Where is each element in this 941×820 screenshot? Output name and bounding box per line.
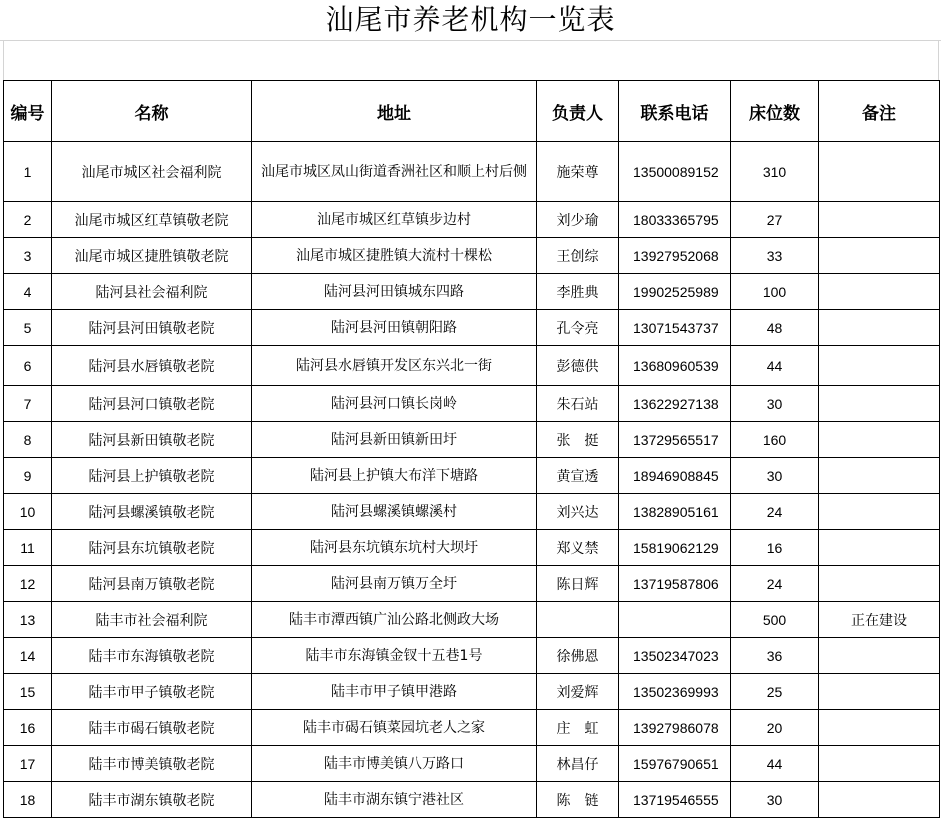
cell-beds: 16: [731, 530, 819, 566]
cell-note: [819, 238, 940, 274]
cell-address: 陆河县水唇镇开发区东兴北一街: [252, 346, 537, 386]
header-note: 备注: [819, 81, 940, 142]
cell-phone: 15976790651: [619, 746, 731, 782]
cell-person: 孔令亮: [537, 310, 619, 346]
cell-note: [819, 782, 940, 818]
cell-beds: 30: [731, 386, 819, 422]
cell-address: 陆河县上护镇大布洋下塘路: [252, 458, 537, 494]
cell-number: 16: [4, 710, 52, 746]
table-row: [4, 346, 940, 386]
cell-address: 陆丰市湖东镇宁港社区: [252, 782, 537, 818]
cell-phone: [619, 602, 731, 638]
cell-note: [819, 566, 940, 602]
cell-address: 陆河县河田镇朝阳路: [252, 310, 537, 346]
cell-phone: 18946908845: [619, 458, 731, 494]
cell-address: 汕尾市城区捷胜镇大流村十棵松: [252, 238, 537, 274]
table-row: [4, 458, 940, 494]
cell-address: 陆丰市甲子镇甲港路: [252, 674, 537, 710]
cell-person: 徐佛恩: [537, 638, 619, 674]
cell-phone: 13502369993: [619, 674, 731, 710]
cell-phone: 13622927138: [619, 386, 731, 422]
table-row: [4, 310, 940, 346]
table-row: [4, 782, 940, 818]
cell-phone: 19902525989: [619, 274, 731, 310]
cell-phone: 15819062129: [619, 530, 731, 566]
cell-address: 汕尾市城区凤山街道香洲社区和顺上村后侧: [252, 142, 537, 202]
cell-number: 11: [4, 530, 52, 566]
cell-person: 刘爱辉: [537, 674, 619, 710]
cell-name: 陆河县河田镇敬老院: [52, 310, 252, 346]
cell-address: 陆河县河田镇城东四路: [252, 274, 537, 310]
cell-phone: 18033365795: [619, 202, 731, 238]
header-row: [4, 81, 940, 142]
cell-note: [819, 530, 940, 566]
table-row: [4, 602, 940, 638]
cell-phone: 13729565517: [619, 422, 731, 458]
cell-person: 彭德供: [537, 346, 619, 386]
cell-note: [819, 346, 940, 386]
cell-phone: 13719546555: [619, 782, 731, 818]
cell-number: 6: [4, 346, 52, 386]
table-row: [4, 142, 940, 202]
cell-phone: 13500089152: [619, 142, 731, 202]
cell-phone: 13828905161: [619, 494, 731, 530]
cell-name: 陆丰市博美镇敬老院: [52, 746, 252, 782]
cell-person: 王创综: [537, 238, 619, 274]
header-person: 负责人: [537, 81, 619, 142]
table-row: [4, 422, 940, 458]
cell-person: 张 挺: [537, 422, 619, 458]
cell-beds: 44: [731, 746, 819, 782]
cell-beds: 33: [731, 238, 819, 274]
cell-beds: 30: [731, 782, 819, 818]
cell-number: 1: [4, 142, 52, 202]
cell-beds: 160: [731, 422, 819, 458]
cell-number: 18: [4, 782, 52, 818]
table-row: [4, 202, 940, 238]
cell-phone: 13719587806: [619, 566, 731, 602]
cell-number: 7: [4, 386, 52, 422]
cell-address: 陆河县南万镇万全圩: [252, 566, 537, 602]
header-address: 地址: [252, 81, 537, 142]
cell-number: 8: [4, 422, 52, 458]
cell-phone: 13927952068: [619, 238, 731, 274]
cell-beds: 20: [731, 710, 819, 746]
cell-note: [819, 746, 940, 782]
cell-person: 黄宣透: [537, 458, 619, 494]
table-row: [4, 674, 940, 710]
page-title: 汕尾市养老机构一览表: [325, 3, 616, 36]
cell-number: 9: [4, 458, 52, 494]
cell-number: 12: [4, 566, 52, 602]
table-row: [4, 530, 940, 566]
cell-address: 陆丰市东海镇金钗十五巷1号: [252, 638, 537, 674]
cell-beds: 48: [731, 310, 819, 346]
table-row: [4, 238, 940, 274]
table-row: [4, 566, 940, 602]
cell-number: 15: [4, 674, 52, 710]
cell-note: [819, 494, 940, 530]
table-row: [4, 274, 940, 310]
cell-name: 陆丰市湖东镇敬老院: [52, 782, 252, 818]
header-beds: 床位数: [731, 81, 819, 142]
cell-beds: 30: [731, 458, 819, 494]
cell-person: 朱石站: [537, 386, 619, 422]
cell-note: [819, 310, 940, 346]
cell-beds: 24: [731, 494, 819, 530]
table-row: [4, 494, 940, 530]
cell-beds: 100: [731, 274, 819, 310]
cell-note: [819, 202, 940, 238]
sheet-gridline: [3, 41, 4, 80]
cell-address: 陆丰市碣石镇菜园坑老人之家: [252, 710, 537, 746]
header-number: 编号: [4, 81, 52, 142]
cell-name: 陆丰市东海镇敬老院: [52, 638, 252, 674]
cell-phone: 13927986078: [619, 710, 731, 746]
cell-name: 陆河县河口镇敬老院: [52, 386, 252, 422]
cell-name: 陆丰市碣石镇敬老院: [52, 710, 252, 746]
cell-address: 陆丰市博美镇八万路口: [252, 746, 537, 782]
cell-name: 陆河县水唇镇敬老院: [52, 346, 252, 386]
cell-address: 陆河县螺溪镇螺溪村: [252, 494, 537, 530]
cell-name: 陆丰市甲子镇敬老院: [52, 674, 252, 710]
cell-beds: 44: [731, 346, 819, 386]
header-phone: 联系电话: [619, 81, 731, 142]
cell-address: 陆丰市潭西镇广汕公路北侧政大场: [252, 602, 537, 638]
cell-phone: 13680960539: [619, 346, 731, 386]
cell-number: 2: [4, 202, 52, 238]
cell-person: 施荣尊: [537, 142, 619, 202]
cell-number: 17: [4, 746, 52, 782]
cell-beds: 310: [731, 142, 819, 202]
cell-beds: 24: [731, 566, 819, 602]
table-row: [4, 386, 940, 422]
cell-person: 林昌仔: [537, 746, 619, 782]
cell-beds: 500: [731, 602, 819, 638]
cell-person: 郑义禁: [537, 530, 619, 566]
sheet-gridline: [0, 40, 941, 41]
cell-name: 汕尾市城区社会福利院: [52, 142, 252, 202]
cell-note: [819, 638, 940, 674]
cell-note: [819, 274, 940, 310]
cell-note: 正在建设: [819, 602, 940, 638]
cell-address: 陆河县新田镇新田圩: [252, 422, 537, 458]
cell-address: 陆河县东坑镇东坑村大坝圩: [252, 530, 537, 566]
cell-name: 陆河县上护镇敬老院: [52, 458, 252, 494]
cell-name: 陆丰市社会福利院: [52, 602, 252, 638]
cell-name: 陆河县社会福利院: [52, 274, 252, 310]
cell-person: 陈日辉: [537, 566, 619, 602]
cell-person: 李胜典: [537, 274, 619, 310]
cell-beds: 25: [731, 674, 819, 710]
cell-person: [537, 602, 619, 638]
table-row: [4, 710, 940, 746]
cell-number: 10: [4, 494, 52, 530]
cell-number: 14: [4, 638, 52, 674]
cell-number: 4: [4, 274, 52, 310]
cell-name: 汕尾市城区红草镇敬老院: [52, 202, 252, 238]
cell-note: [819, 710, 940, 746]
cell-beds: 27: [731, 202, 819, 238]
cell-note: [819, 386, 940, 422]
cell-person: 刘少瑜: [537, 202, 619, 238]
cell-phone: 13071543737: [619, 310, 731, 346]
cell-person: 庄 虹: [537, 710, 619, 746]
cell-name: 汕尾市城区捷胜镇敬老院: [52, 238, 252, 274]
header-name: 名称: [52, 81, 252, 142]
cell-number: 5: [4, 310, 52, 346]
cell-note: [819, 458, 940, 494]
cell-address: 陆河县河口镇长岗岭: [252, 386, 537, 422]
nursing-home-table: [3, 80, 940, 818]
cell-note: [819, 142, 940, 202]
cell-name: 陆河县南万镇敬老院: [52, 566, 252, 602]
cell-name: 陆河县新田镇敬老院: [52, 422, 252, 458]
cell-name: 陆河县螺溪镇敬老院: [52, 494, 252, 530]
cell-person: 陈 链: [537, 782, 619, 818]
cell-note: [819, 674, 940, 710]
cell-number: 3: [4, 238, 52, 274]
table-row: [4, 638, 940, 674]
sheet-gridline: [938, 41, 939, 80]
cell-phone: 13502347023: [619, 638, 731, 674]
cell-note: [819, 422, 940, 458]
cell-number: 13: [4, 602, 52, 638]
cell-beds: 36: [731, 638, 819, 674]
cell-person: 刘兴达: [537, 494, 619, 530]
table-row: [4, 746, 940, 782]
cell-name: 陆河县东坑镇敬老院: [52, 530, 252, 566]
cell-address: 汕尾市城区红草镇步边村: [252, 202, 537, 238]
